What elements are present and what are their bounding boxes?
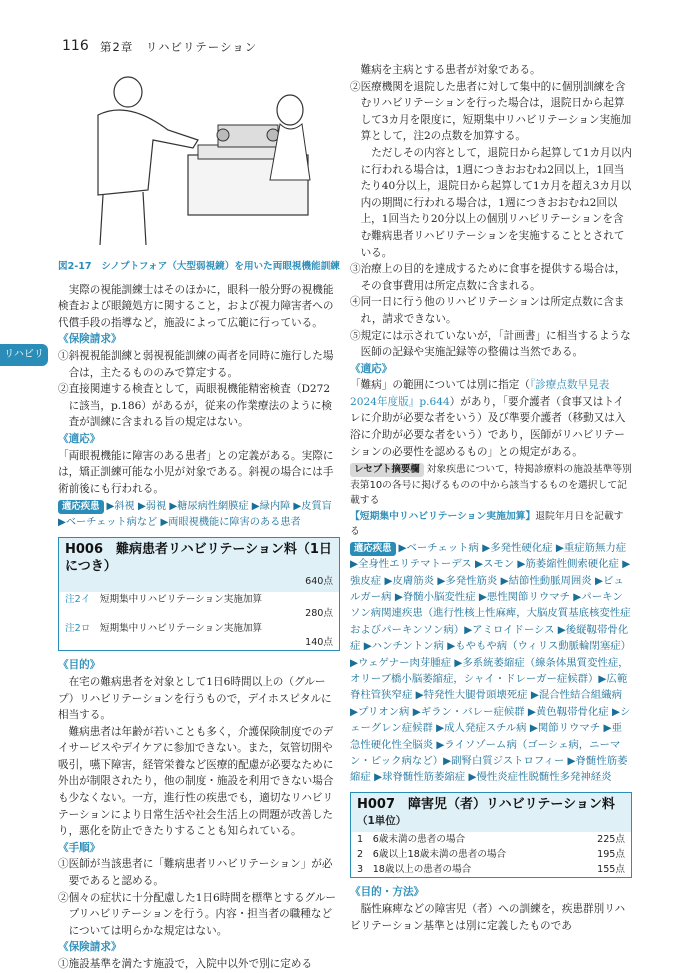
- section-heading: 《目的》: [58, 659, 101, 672]
- list-item: ②直接関連する検査として，両眼視機能精密検査（D272に該当，p.186）があるが，従来の作業療法のように検査が訓練に含まれる旨の規定はない。: [58, 383, 333, 429]
- disease-list: [58, 499, 340, 531]
- receipt-chip: レセプト摘要欄: [350, 463, 424, 477]
- mokuteki-paragraph: 脳性麻痺などの障害児（者）への訓練を，疾患群別リハビリテーション基準とは別に定義したものであ: [350, 903, 626, 932]
- addition-no: 注2イ: [65, 594, 91, 606]
- row-points: 195点: [597, 849, 625, 861]
- row-no: 3: [357, 864, 364, 876]
- receipt-label: 【短期集中リハビリテーション実施加算】: [350, 510, 536, 522]
- receipt-note: [350, 462, 632, 540]
- section-heading: 《保険請求》: [58, 941, 122, 954]
- section-heading: 《手順》: [58, 841, 101, 854]
- continued-text: 難病を主病とする患者が対象である。: [360, 64, 541, 76]
- h006-points: 640点: [305, 576, 333, 588]
- tadashi-paragraph: ただしその内容として，退院日から起算して1カ月以内に行われる場合は，1週につきおおむね2回以上，1回当たり40分以上，退院日から起算して1カ月を超え3カ月以内の期間に行われる場合は，1週につきおおむね2回以上，1回当たり20分以上の個別リハビリテーションを含む難病患者リハビリテーションを実施することとされている。: [360, 146, 632, 259]
- disease-chip: 適応疾患: [350, 542, 396, 556]
- fee-row: [351, 847, 631, 862]
- figure-illustration: [58, 70, 328, 250]
- list-item: ③治療上の目的を達成するために食事を提供する場合は，その食事費用は所定点数に含まれる。: [350, 263, 626, 292]
- h006-fee-box: [58, 537, 340, 651]
- addition-no: 注2ロ: [65, 623, 91, 635]
- addition-label: 短期集中リハビリテーション実施加算: [99, 594, 263, 606]
- section-heading: 《適応》: [58, 432, 101, 445]
- list-item: ⑤規定には示されていないが，「計画書」に相当するような医師の記録や実施記録等の整備は当然である。: [350, 329, 631, 359]
- row-label: 18歳以上の患者の場合: [372, 864, 472, 876]
- addition-row: [59, 621, 339, 636]
- tekiou-text: 「難病」の範囲については別に指定（: [350, 379, 530, 392]
- list-item: ②医療機関を退院した患者に対して集中的に個別訓練を含むリハビリテーションを行った場合は，退院日から起算して3カ月を限度に，短期集中リハビリテーション実施加算として，注2の点数を加算する。: [350, 80, 632, 143]
- side-tab: リハビリ: [0, 344, 48, 366]
- h006-header: [59, 538, 339, 592]
- list-item: ①医師が当該患者に「難病患者リハビリテーション」が必要であると認める。: [58, 858, 333, 888]
- addition-row: [59, 592, 339, 607]
- h007-header: [351, 793, 631, 833]
- tekiou-paragraph: [350, 377, 632, 460]
- addition-points: 140点: [305, 637, 333, 649]
- h007-fee-box: [350, 792, 632, 879]
- list-item: ①斜視視能訓練と弱視視能訓練の両者を同時に施行した場合は，主たるもののみで算定する。: [58, 349, 334, 379]
- row-points: 155点: [597, 864, 625, 876]
- right-column: [350, 62, 632, 934]
- left-column: [58, 62, 340, 973]
- tekiou-chip: 適応疾患: [58, 500, 104, 514]
- addition-points: 280点: [305, 608, 333, 620]
- section-heading: 《適応》: [350, 362, 393, 375]
- disease-items: ▶斜視 ▶弱視 ▶糖尿病性網膜症 ▶緑内障 ▶皮質盲 ▶ベーチェット病など ▶両眼視機能に障害のある患者: [58, 501, 332, 529]
- list-item: ①施設基準を満たす施設で，入院中以外で別に定める: [58, 958, 313, 970]
- row-label: 6歳未満の患者の場合: [372, 834, 466, 846]
- list-item: ④同一日に行う他のリハビリテーションは所定点数に含まれ，請求できない。: [350, 296, 625, 325]
- intro-paragraph: 実際の視能訓練士はそのほかに，眼科一般分野の視機能検査および眼鏡処方に関すること，および視力障害者への代償手段の指導など，施設によって広範に行っている。: [58, 283, 334, 329]
- list-item: ②個々の症状に十分配慮した1日6時間を標準とするグループリハビリテーションを行う。内容・担当者の職種などについては明らかな規定はない。: [58, 891, 337, 937]
- disease-items: ▶ベーチェット病 ▶多発性硬化症 ▶重症筋無力症 ▶全身性エリテマトーデス ▶スモン ▶筋萎縮性側索硬化症 ▶強皮症 ▶皮膚筋炎 ▶多発性筋炎 ▶結節性動脈周囲炎 ▶ビュルガー病 ▶脊髄小脳変性症 ▶悪性関節リウマチ ▶パーキンソン病関連疾患（進行性核上性麻痺，大脳皮質基底核変性症およびパーキンソン病）▶アミロイドーシス ▶後縦靱帯骨化症 ▶ハンチントン病 ▶もやもや病（ウィリス動脈輪閉塞症）▶ウェゲナー肉芽腫症 ▶多系統萎縮症（線条体黒質変性症，オリーブ橋小脳萎縮症，シャイ・ドレーガー症候群）▶広範脊柱管狭窄症 ▶特発性大腿骨頭壊死症 ▶混合性結合組織病 ▶プリオン病 ▶ギラン・バレー症候群 ▶黄色靱帯骨化症 ▶シェーグレン症候群 ▶成人発症スチル病 ▶関節リウマチ ▶亜急性硬化性全脳炎 ▶ライソゾーム病（ゴーシェ病，ニーマン・ピック病など）▶副腎白質ジストロフィー ▶脊髄性筋萎縮症 ▶球脊髄性筋萎縮症 ▶慢性炎症性脱髄性多発神経炎: [350, 541, 631, 784]
- figure-caption: 図2-17 シノプトフォア（大型弱視鏡）を用いた両眼視機能訓練: [58, 260, 340, 272]
- reference-link[interactable]: 『診療点数早見表2024年度版』p.644: [350, 379, 610, 408]
- page-number: 116: [62, 38, 89, 54]
- receipt-label-text: 退院年月日を記載する: [350, 510, 624, 538]
- mokuteki-paragraph: 在宅の難病患者を対象として1日6時間以上の（グループ）リハビリテーションを行うもので，デイホスピタルに相当する。: [58, 675, 332, 722]
- mokuteki-paragraph: 難病患者は年齢が若いことも多く，介護保険制度でのデイサービスやデイケアに参加できない。また，気管切開や吸引，嚥下障害，経管栄養など医療的配慮が必要なために外出が制限されたり，他の制度・施設を利用できない場合も少なくない。一方，進行性の疾患でも，適切なリハビリテーションにより日常生活や社会生活上の問題が改善したり，悪化を防止できたりすることも知られている。: [58, 725, 334, 838]
- tekiou-paragraph: 「両眼視機能に障害のある患者」との定義がある。実際には，矯正訓練可能な小児が対象である。斜視の場合には手術前後にも行われる。: [58, 449, 334, 495]
- row-no: 1: [357, 834, 364, 846]
- chapter-title: 第2章 リハビリテーション: [100, 40, 258, 54]
- disease-list: [350, 540, 632, 786]
- h007-sub: （1単位）: [357, 814, 407, 827]
- row-label: 6歳以上18歳未満の患者の場合: [372, 849, 507, 861]
- addition-label: 短期集中リハビリテーション実施加算: [99, 623, 263, 635]
- h007-title: H007 障害児（者）リハビリテーション料: [357, 796, 615, 812]
- page-header: [0, 0, 680, 62]
- row-points: 225点: [597, 834, 625, 846]
- fee-row: [351, 832, 631, 847]
- section-heading: 《保険請求》: [58, 333, 122, 346]
- row-no: 2: [357, 849, 364, 861]
- receipt-text: 対象疾患について，特掲診療料の施設基準等別表第10の各号に掲げるものの中から該当するものを選択して記載する: [350, 464, 632, 507]
- section-heading: 《目的・方法》: [350, 886, 425, 899]
- h006-title: H006 難病患者リハビリテーション料（1日につき）: [65, 542, 332, 575]
- tekiou-text: ）があり，「要介護者（食事又はトイレに介助が必要な者をいう）及び準要介護者（移動又は入浴に介助が必要な者をいう）であり，医師がリハビリテーションの必要性を認めるもの」との規定がある。: [350, 395, 626, 458]
- fee-row: [351, 862, 631, 877]
